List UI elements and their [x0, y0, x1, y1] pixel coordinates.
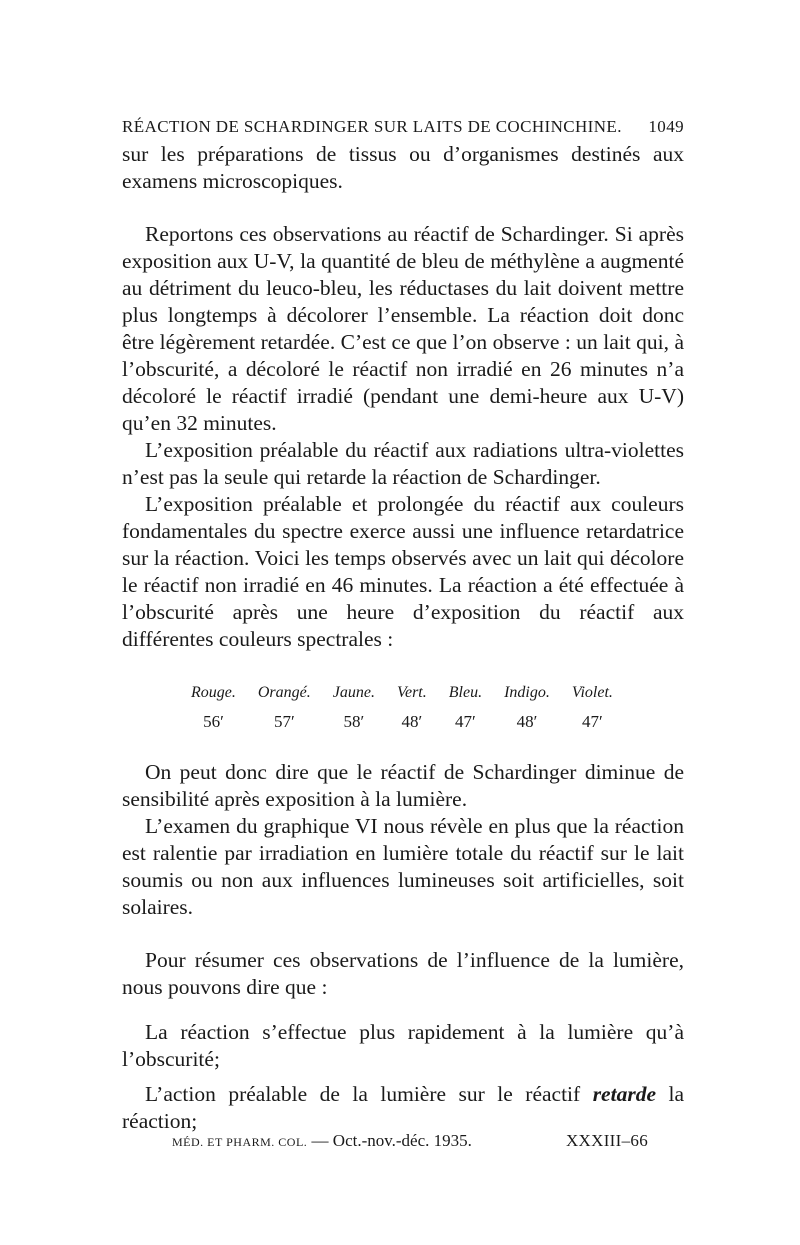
- color-label: Orangé.: [257, 684, 311, 701]
- time-value: 47′: [455, 712, 476, 731]
- color-label: Bleu.: [448, 684, 483, 701]
- color-label: Jaune.: [332, 684, 375, 701]
- printer-signature: XXXIII–66: [565, 1131, 648, 1150]
- color-label: Indigo.: [504, 684, 550, 701]
- paragraph-3: L’exposition préalable du réactif aux radiations ultra-violettes n’est pas la seule qui retarde la réaction de Schardinger.: [122, 438, 684, 489]
- paragraph-4: L’exposition préalable et prolongée du réactif aux couleurs fondamentales du spectre exerce aussi une influence retardatrice sur la réaction. Voici les temps observés avec un lait qui décolore le réactif non irradié en 46 minutes. La réaction a été effectuée à l’obscurité après une heure d’exposition du réactif aux différentes couleurs spectrales :: [122, 492, 684, 651]
- paragraph-1: sur les préparations de tissus ou d’organismes destinés aux examens microscopiques.: [122, 142, 684, 193]
- page: [122, 117, 684, 1135]
- spectrum-times-row: [180, 708, 624, 735]
- page-number: 1049: [648, 117, 684, 136]
- running-title: RÉACTION DE SCHARDINGER SUR LAITS DE COCHINCHINE.: [122, 117, 622, 136]
- color-label: Violet.: [571, 684, 613, 701]
- time-value: 57′: [273, 712, 295, 731]
- paragraph-7: Pour résumer ces observations de l’influence de la lumière, nous pouvons dire que :: [122, 948, 684, 999]
- paragraph-2: Reportons ces observations au réactif de Schardinger. Si après exposition aux U-V, la quantité de bleu de méthylène a augmenté au détriment du leuco-bleu, les réductases du lait doivent mettre plus longtemps à décolorer l’ensemble. La réaction doit donc être légèrement retardée. C’est ce que l’on observe : un lait qui, à l’obscurité, a décoloré le réactif non irradié en 26 minutes n’a décoloré le réactif irradié (pendant une demi-heure aux U-V) qu’en 32 minutes.: [122, 222, 684, 435]
- paragraph-9-start: L’action préalable de la lumière sur le réactif: [145, 1082, 593, 1106]
- journal-reference: [172, 1131, 472, 1151]
- time-value: 48′: [516, 712, 538, 731]
- page-footer: [172, 1131, 648, 1151]
- paragraph-6: L’examen du graphique VI nous révèle en plus que la réaction est ralentie par irradiation en lumière totale du réactif sur le lait soumis ou non aux influences lumineuses soit artificielles, soit solaires.: [122, 814, 684, 919]
- color-label: Rouge.: [191, 684, 236, 701]
- color-label: Vert.: [396, 684, 427, 701]
- emphasis-retarde: retarde: [592, 1082, 656, 1106]
- spectrum-colors-row: [180, 679, 624, 708]
- paragraph-5: On peut donc dire que le réactif de Schardinger diminue de sensibilité après exposition à la lumière.: [122, 760, 684, 811]
- time-value: 56′: [203, 712, 224, 731]
- time-value: 47′: [582, 712, 603, 731]
- paragraph-9-end: la réaction;: [122, 1082, 684, 1133]
- time-value: 48′: [401, 712, 423, 731]
- journal-date: — Oct.-nov.-déc. 1935.: [307, 1131, 472, 1150]
- running-header: [122, 117, 684, 137]
- spectrum-table: [180, 679, 624, 735]
- paragraph-8: La réaction s’effectue plus rapidement à la lumière qu’à l’obscurité;: [122, 1020, 684, 1071]
- journal-abbrev: MÉD. ET PHARM. COL.: [172, 1135, 308, 1149]
- body-text: [122, 141, 684, 1135]
- time-value: 58′: [343, 712, 365, 731]
- paragraph-9: [122, 1081, 684, 1135]
